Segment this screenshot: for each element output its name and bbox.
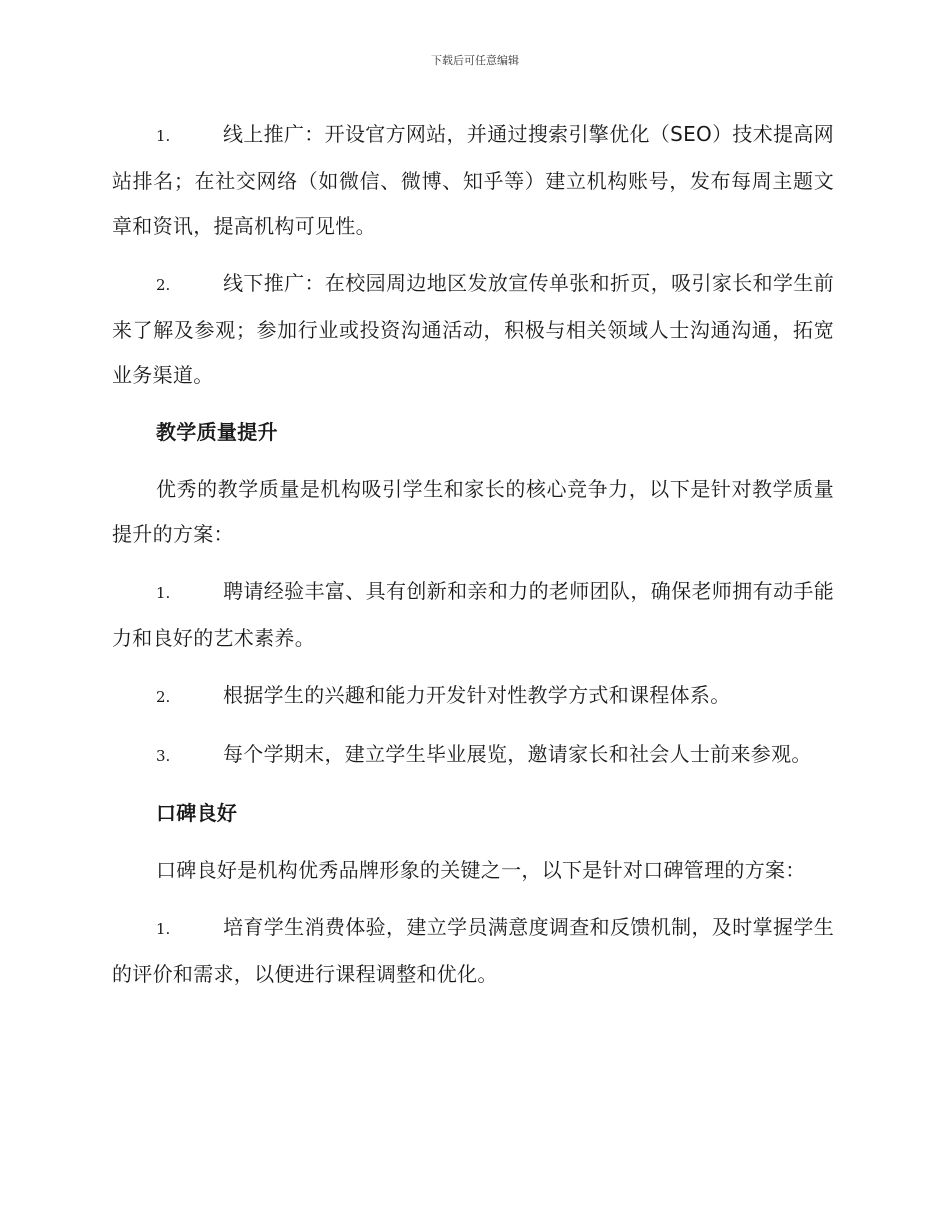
list-text: 每个学期末，建立学生毕业展览，邀请家长和社会人士前来参观。 [223, 742, 812, 766]
teaching-quality-item-2 [112, 673, 834, 720]
teaching-quality-intro: 优秀的教学质量是机构吸引学生和家长的核心竞争力，以下是针对教学质量提升的方案： [112, 477, 834, 546]
list-text: 培育学生消费体验，建立学员满意度调查和反馈机制，及时掌握学生的评价和需求，以便进行课程调整和优化。 [112, 915, 834, 986]
reputation-item-1 [112, 905, 834, 997]
list-text: 线上推广：开设官方网站，并通过搜索引擎优化（SEO）技术提高网站排名；在社交网络（如微信、微博、知乎等）建立机构账号，发布每周主题文章和资讯，提高机构可见性。 [112, 122, 834, 238]
list-number: 1. [156, 920, 171, 938]
teaching-quality-item-3 [112, 732, 834, 779]
list-number: 1. [156, 584, 171, 602]
list-number: 2. [156, 276, 171, 294]
offline-promotion-item [112, 261, 834, 398]
page-header: 下载后可任意编辑 [431, 54, 519, 67]
list-number: 2. [156, 688, 171, 706]
document-body [112, 112, 834, 1009]
list-text: 根据学生的兴趣和能力开发针对性教学方式和课程体系。 [223, 683, 731, 707]
teaching-quality-item-1 [112, 569, 834, 661]
reputation-intro: 口碑良好是机构优秀品牌形象的关键之一，以下是针对口碑管理的方案： [156, 858, 806, 882]
list-number: 1. [156, 127, 171, 145]
list-text: 线下推广：在校园周边地区发放宣传单张和折页，吸引家长和学生前来了解及参观；参加行业或投资沟通活动，积极与相关领域人士沟通沟通，拓宽业务渠道。 [112, 271, 834, 387]
list-text: 聘请经验丰富、具有创新和亲和力的老师团队，确保老师拥有动手能力和良好的艺术素养。 [112, 579, 834, 650]
online-promotion-item [112, 112, 834, 249]
section-heading-teaching-quality: 教学质量提升 [156, 420, 278, 444]
list-number: 3. [156, 747, 171, 765]
section-heading-reputation: 口碑良好 [156, 801, 238, 825]
